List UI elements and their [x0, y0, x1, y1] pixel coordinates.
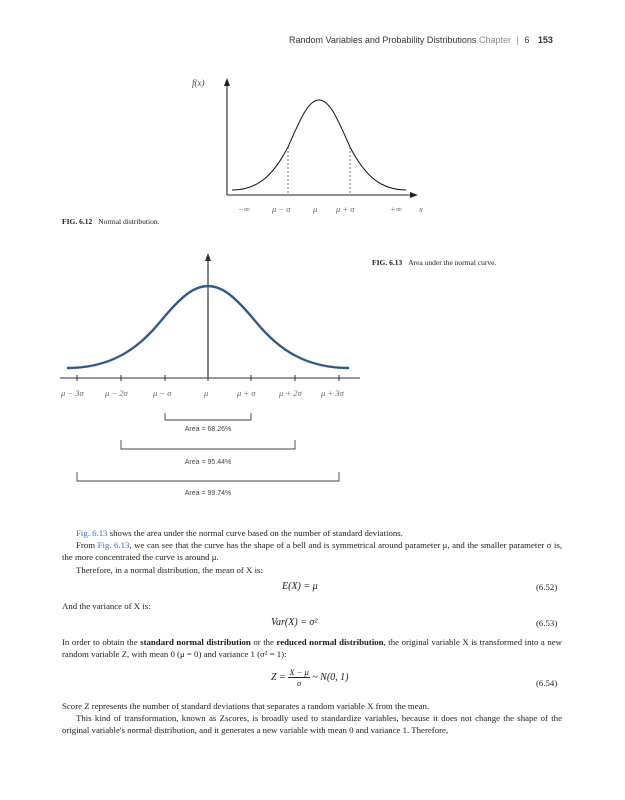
tick-mu-minus-sigma: μ − σ: [272, 204, 291, 214]
figure-6-13-area-under-curve: [55, 250, 365, 505]
tick-mu-plus-sigma: μ + σ: [237, 388, 256, 398]
paragraph-6: Score Z represents the number of standard deviations that separates a random variable X from the mean.: [62, 701, 430, 711]
running-header: [289, 35, 553, 45]
eq3-numerator: X − μ: [289, 667, 309, 677]
header-separator: |: [516, 35, 519, 45]
bell-curve: [232, 100, 406, 190]
header-chapter-number: 6: [524, 35, 530, 45]
paragraph-2-text: , we can see that the curve has the shape of a bell and is symmetrical around parameter μ, and the smaller parameter σ is, the more concentrated the curve is around μ.: [62, 540, 563, 562]
y-axis-label: f(x): [192, 78, 205, 88]
tick-mu-plus-3sigma: μ + 3σ: [321, 388, 344, 398]
paragraph-1-text: shows the area under the normal curve based on the number of standard deviations.: [107, 528, 403, 538]
caption-fig-6-12: [62, 217, 159, 226]
caption-fig-6-12-text: Normal distribution.: [98, 217, 160, 226]
area-2-sigma-label: Area = 95.44%: [184, 459, 232, 466]
tick-mu-plus-2sigma: μ + 2σ: [279, 388, 302, 398]
paragraph-5-a: In order to obtain the: [62, 637, 141, 647]
paragraph-4: And the variance of X is:: [62, 601, 151, 611]
paragraph-5-c: or the: [250, 637, 277, 647]
area-1-sigma-label: Area = 68.26%: [184, 426, 232, 433]
eq3-fraction: [288, 667, 309, 688]
term-reduced-normal: reduced normal distribution: [276, 637, 384, 647]
equation-number-6-54: (6.54): [536, 678, 558, 688]
tick-mu: μ: [313, 204, 318, 214]
page-number: 153: [537, 35, 553, 45]
tick-mu-plus-sigma: μ + σ: [336, 204, 355, 214]
y-axis-arrow: [224, 78, 230, 86]
paragraph-7: This kind of transformation, known as Zscores, is broadly used to standardize variables, because it does not change the shape of the original variable's normal distribution, and it generates a new variable with mean 0 and variance 1. Therefore,: [62, 713, 562, 735]
bracket-1-sigma: [165, 413, 251, 420]
paragraph-1: [62, 527, 562, 539]
caption-fig-6-13-text: Area under the normal curve.: [408, 258, 497, 267]
area-3-sigma-label: Area = 99.74%: [184, 490, 232, 497]
link-fig-6-13-2[interactable]: Fig. 6.13: [97, 540, 130, 550]
x-axis-label: x: [419, 204, 423, 214]
tick-neg-inf: −∞: [238, 204, 250, 214]
tick-mu-minus-3sigma: μ − 3σ: [61, 388, 84, 398]
bracket-2-sigma: [121, 440, 295, 449]
eq3-rhs: ~ N(0, 1): [312, 671, 349, 683]
tick-mu: μ: [204, 388, 209, 398]
caption-fig-6-12-label: FIG. 6.12: [62, 217, 93, 226]
paragraph-3: Therefore, in a normal distribution, the mean of X is:: [76, 565, 263, 575]
x-axis-arrow: [410, 192, 418, 198]
header-title: Random Variables and Probability Distributions: [289, 35, 477, 45]
link-fig-6-13[interactable]: Fig. 6.13: [76, 528, 108, 538]
bracket-3-sigma: [77, 472, 339, 481]
tick-mu-minus-2sigma: μ − 2σ: [105, 388, 128, 398]
paragraph-2-lead: From: [76, 540, 98, 550]
equation-6-52: E(X) = μ: [282, 581, 318, 592]
header-chapter-label: Chapter: [478, 35, 511, 45]
equation-6-53: Var(X) = σ²: [271, 617, 318, 628]
equation-number-6-52: (6.52): [536, 582, 558, 592]
paragraph-5: [62, 636, 562, 660]
term-standard-normal: standard normal distribution: [140, 637, 251, 647]
caption-fig-6-13: [372, 258, 496, 267]
tick-pos-inf: +∞: [390, 204, 402, 214]
figure-6-12-normal-curve: [180, 72, 440, 222]
tick-mu-minus-sigma: μ − σ: [153, 388, 172, 398]
eq3-lhs: Z =: [271, 671, 286, 683]
paragraph-5-d: , the original variable X is transformed into a new random variable Z, with mean 0 (μ = 0) and variance 1 (σ² = 1):: [62, 637, 562, 659]
eq3-denominator: σ: [296, 678, 302, 688]
caption-fig-6-13-label: FIG. 6.13: [372, 258, 403, 267]
equation-6-54: [271, 667, 349, 688]
paragraph-2: [62, 539, 562, 563]
y-axis-arrow: [205, 253, 211, 261]
equation-number-6-53: (6.53): [536, 618, 558, 628]
